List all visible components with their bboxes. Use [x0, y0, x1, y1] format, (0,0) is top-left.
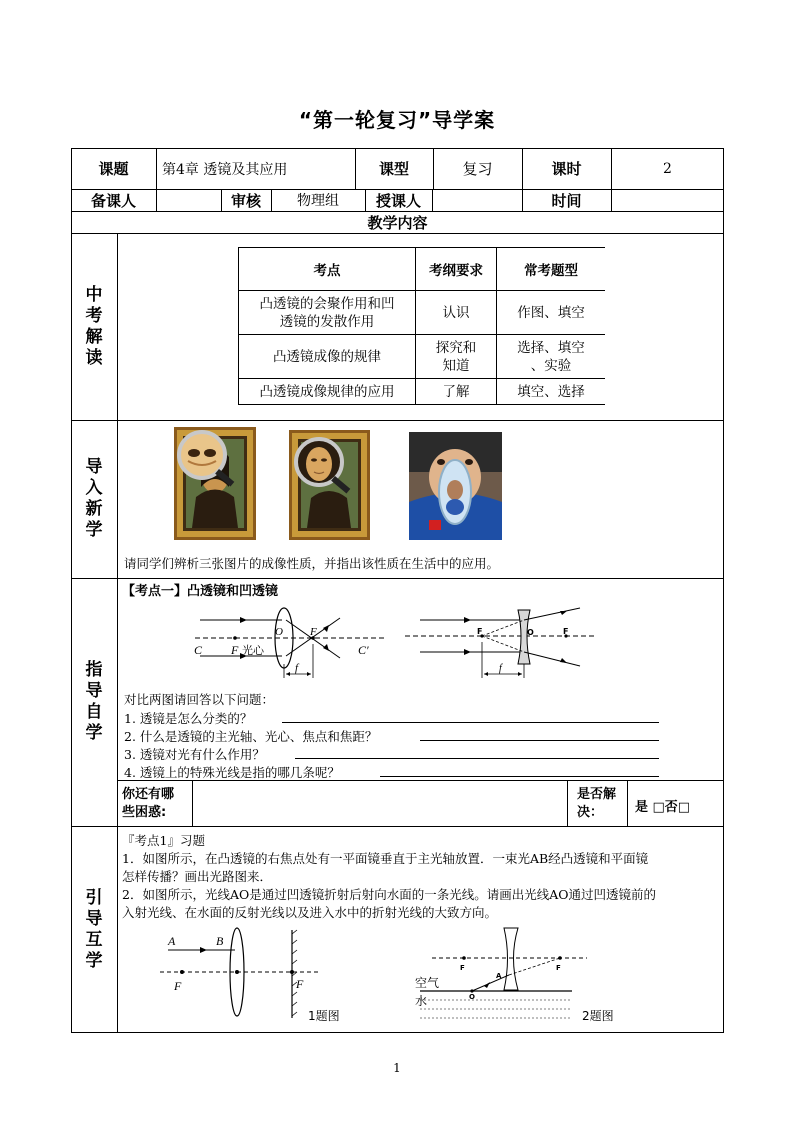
label-f-right: F	[563, 627, 569, 636]
answer-line-3[interactable]	[295, 758, 659, 759]
teacher-label: 授课人	[375, 191, 421, 210]
child-convex-lens-image	[409, 432, 502, 540]
col-header-point: 考点	[239, 248, 416, 291]
table-row: 凸透镜成像的规律 探究和 知道 选择、填空 、实验	[239, 335, 606, 379]
table-row: 凸透镜成像规律的应用 了解 填空、选择	[239, 379, 606, 405]
figure-2-caption: 2题图	[582, 1009, 614, 1023]
label-f-left: F	[460, 964, 465, 972]
table-row: 凸透镜的会聚作用和凹 透镜的发散作用 认识 作图、填空	[239, 291, 606, 335]
page-title: “第一轮复习”导学案	[298, 108, 496, 132]
figure-2-diagram	[412, 926, 622, 1026]
label-f-left: F	[231, 643, 239, 657]
answer-line-1[interactable]	[282, 722, 659, 723]
label-f-right: F	[296, 977, 304, 991]
content-label: 教学内容	[367, 213, 428, 232]
label-air: 空气	[415, 976, 440, 990]
mona-lisa-magnifier-face-image	[289, 430, 370, 540]
exercise-q1: 1．如图所示，在凸透镜的右焦点处有一平面镜垂直于主光轴放置．一束光AB经凸透镜和平面镜 怎样传播？画出光路图来．	[122, 851, 649, 884]
page-number: 1	[393, 1061, 401, 1075]
label-f-left: F	[174, 979, 182, 993]
intro-instruction: 请同学们辨析三张图片的成像性质，并指出该性质在生活中的应用。	[124, 556, 500, 571]
type-label: 课型	[378, 160, 409, 178]
mona-lisa-magnifier-eyes-image	[174, 427, 256, 540]
label-c-prime: C′	[358, 643, 369, 657]
concave-lens-diagram	[400, 606, 600, 682]
topic-one-heading: 【考点一】凸透镜和凹透镜	[122, 584, 279, 599]
hours-label: 课时	[551, 160, 582, 178]
figure-1-caption: 1题图	[308, 1009, 340, 1023]
reviewer-label: 审核	[230, 191, 261, 210]
col-header-req: 考纲要求	[416, 248, 497, 291]
col-header-type: 常考题型	[497, 248, 606, 291]
type-value: 复习	[462, 160, 493, 178]
figure-1-diagram	[158, 926, 353, 1026]
compare-prompt: 对比两图请回答以下问题：	[124, 692, 275, 707]
resolved-label: 是否解 决：	[577, 787, 617, 820]
answer-line-4[interactable]	[380, 776, 659, 777]
convex-lens-diagram	[190, 604, 390, 682]
label-f-right: F	[556, 964, 561, 972]
section-label-guided-study: 指 导 自 学	[85, 660, 103, 743]
label-b: B	[216, 934, 224, 948]
section-label-exam: 中 考 解 读	[85, 284, 103, 368]
section-label-interactive: 引 导 互 学	[85, 887, 103, 971]
label-water: 水	[415, 994, 428, 1008]
label-focal-length: f	[499, 663, 502, 674]
answer-line-2[interactable]	[420, 740, 659, 741]
section-label-intro: 导 入 新 学	[85, 457, 103, 540]
reviewer-value: 物理组	[297, 193, 339, 209]
label-a: A	[496, 972, 502, 980]
exercise-heading: 『考点1』习题	[122, 833, 205, 848]
label-o: O	[469, 993, 475, 1001]
topic-value: 第4章 透镜及其应用	[162, 161, 288, 178]
exam-points-table	[238, 247, 605, 405]
question-2: 2. 什么是透镜的主光轴、光心、焦点和焦距？	[124, 729, 378, 744]
label-optical-center: 光心	[242, 644, 264, 657]
preparer-label: 备课人	[90, 191, 136, 210]
label-f-left: F	[477, 627, 483, 636]
label-c: C	[194, 643, 203, 657]
doubts-label: 你还有哪 些困惑:	[122, 787, 175, 820]
question-4: 4. 透镜上的特殊光线是指的哪几条呢？	[124, 765, 340, 780]
label-focal-length: f	[295, 662, 299, 674]
label-a: A	[168, 934, 176, 948]
hours-value: 2	[663, 160, 672, 177]
question-3: 3. 透镜对光有什么作用？	[124, 747, 265, 762]
label-o: O	[527, 628, 534, 637]
topic-label: 课题	[98, 160, 129, 178]
time-label: 时间	[551, 191, 582, 210]
question-1: 1. 透镜是怎么分类的？	[124, 711, 253, 726]
label-f-right: F	[310, 626, 317, 638]
label-o: O	[275, 626, 283, 638]
resolved-options[interactable]: 是 □否□	[635, 800, 691, 815]
exercise-q2: 2．如图所示，光线AO是通过凹透镜折射后射向水面的一条光线。请画出光线AO通过凹透镜前的 入射光线、在水面的反射光线以及进入水中的折射光线的大致方向。	[122, 887, 657, 920]
